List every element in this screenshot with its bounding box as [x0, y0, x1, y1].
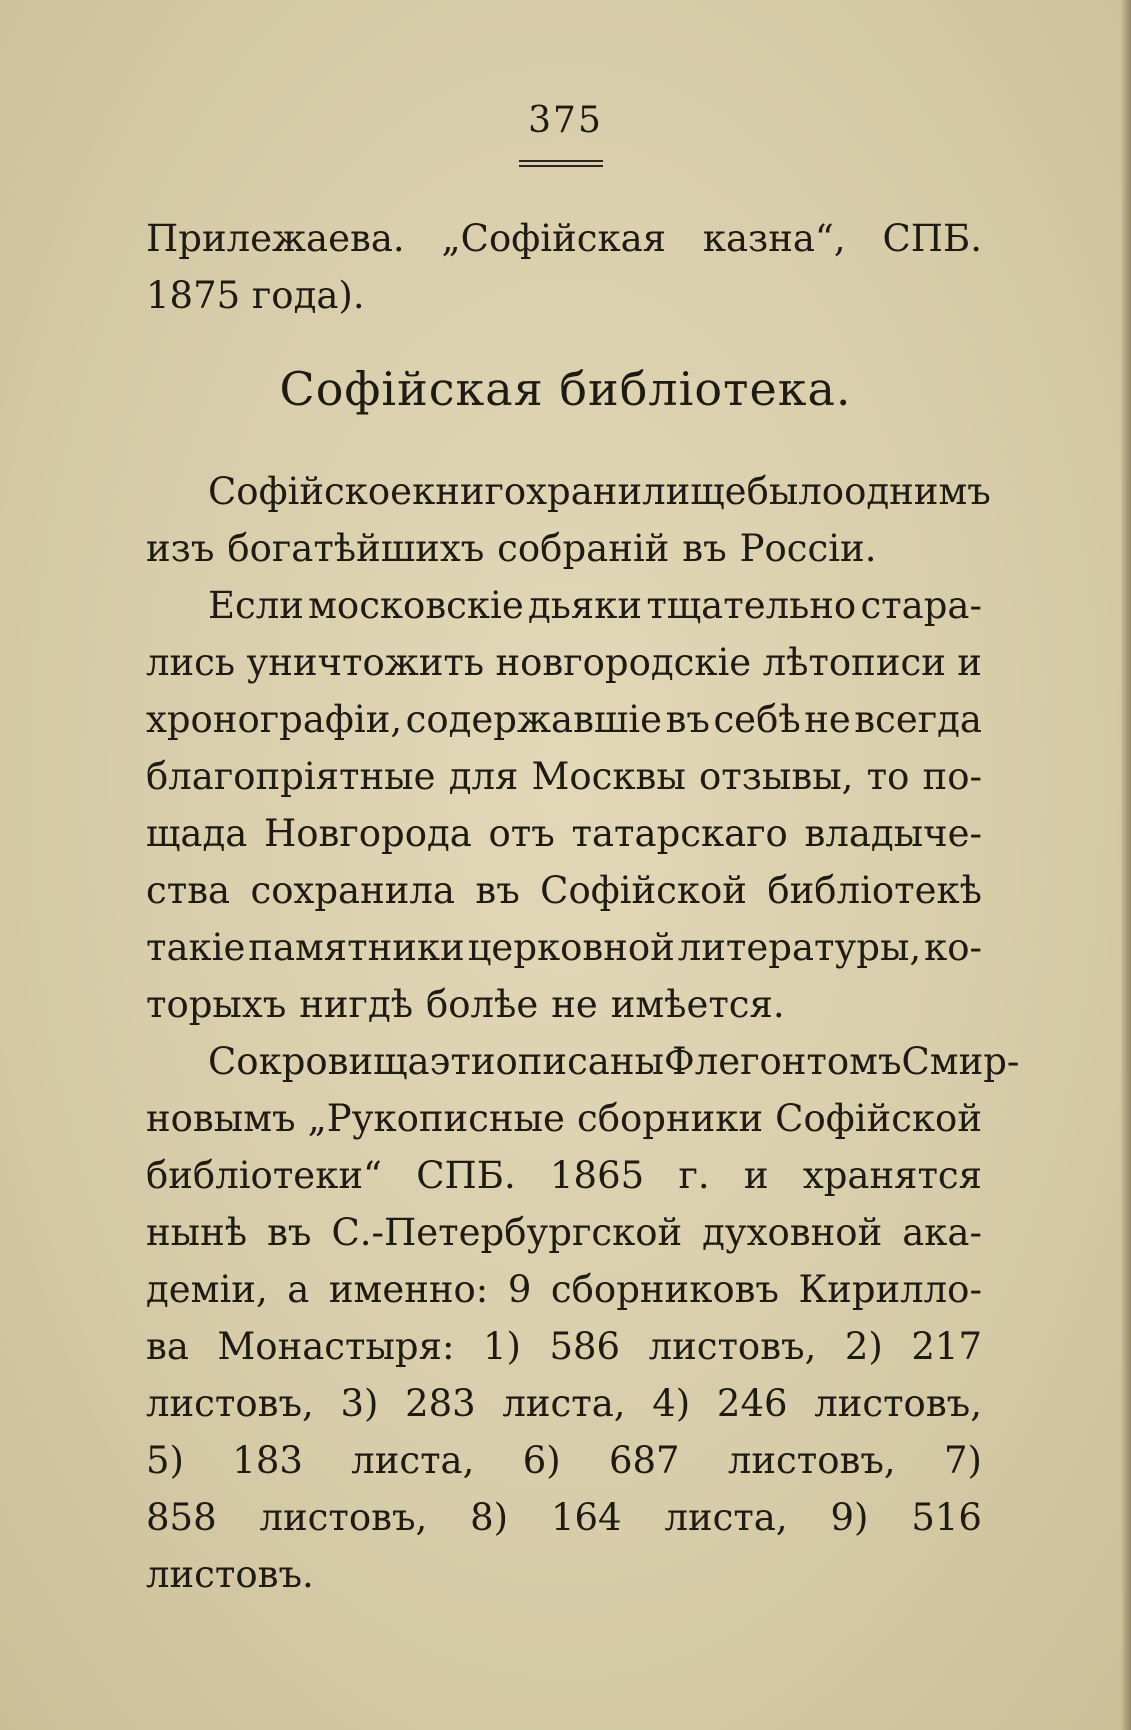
word: изъ	[146, 527, 215, 570]
text-line	[146, 1375, 982, 1432]
word: 1)	[482, 1325, 521, 1368]
word: щада	[146, 812, 248, 855]
word: было	[746, 470, 845, 513]
word: сборниковъ	[550, 1268, 779, 1311]
intro-paragraph	[146, 210, 982, 324]
word: въ	[475, 869, 520, 912]
word: 164	[550, 1496, 622, 1539]
word: г.	[678, 1154, 710, 1197]
word: новгородскіе	[495, 641, 752, 684]
word: и	[957, 641, 982, 684]
text-line	[146, 1204, 982, 1261]
word: 2)	[844, 1325, 883, 1368]
word: болѣе	[425, 983, 539, 1026]
word: однимъ	[844, 470, 991, 513]
word: тщательно	[646, 584, 857, 627]
word: СПБ.	[416, 1154, 516, 1197]
word: ва	[146, 1325, 189, 1368]
word: собраній	[497, 527, 670, 570]
word: Монастыря:	[217, 1325, 455, 1368]
word: Софійской	[775, 1097, 982, 1140]
text-line	[146, 976, 982, 1033]
section-title: Софійская библіотека.	[279, 362, 852, 416]
word: 586	[549, 1325, 621, 1368]
word: ства	[146, 869, 231, 912]
intro-line	[146, 210, 982, 267]
word: 6)	[522, 1439, 561, 1482]
word: 246	[716, 1382, 788, 1425]
word: 7)	[943, 1439, 982, 1482]
word: то	[866, 755, 910, 798]
word: С.-Петербургской	[331, 1211, 683, 1254]
word: ака-	[902, 1211, 982, 1254]
word: содержавшіе	[405, 698, 663, 741]
word: книгохранилище	[412, 470, 747, 513]
word: не	[551, 983, 598, 1026]
word: листовъ,	[648, 1325, 817, 1368]
text-line	[146, 1432, 982, 1489]
word: а	[287, 1268, 310, 1311]
word: сборники	[577, 1097, 764, 1140]
word: 183	[232, 1439, 303, 1482]
word: торыхъ	[146, 983, 287, 1026]
word: не	[804, 698, 851, 741]
word: лѣтописи	[762, 641, 946, 684]
word: казна“,	[702, 217, 846, 260]
word: листа,	[502, 1382, 626, 1425]
word: хранятся	[802, 1154, 982, 1197]
word: листа,	[664, 1496, 788, 1539]
word: такіе	[146, 926, 246, 969]
text-line	[146, 1090, 982, 1147]
word: новымъ	[146, 1097, 296, 1140]
word: Новгорода	[264, 812, 472, 855]
word: уничтожить	[246, 641, 485, 684]
word: 9)	[830, 1496, 869, 1539]
text-line	[146, 1318, 982, 1375]
word: 516	[911, 1496, 982, 1539]
word: литературы,	[677, 926, 922, 969]
word: 217	[911, 1325, 982, 1368]
word: владыче-	[804, 812, 982, 855]
word: СПБ.	[882, 217, 982, 260]
text-line	[146, 748, 982, 805]
text-line	[146, 805, 982, 862]
word: въ	[267, 1211, 312, 1254]
word: ко-	[924, 926, 982, 969]
word: листовъ,	[814, 1382, 982, 1425]
word: 687	[608, 1439, 680, 1482]
word: благопріятные	[146, 755, 436, 798]
word: Софійской	[540, 869, 747, 912]
word: Флегонтомъ	[663, 1040, 902, 1083]
word: именно:	[328, 1268, 489, 1311]
word: листовъ,	[727, 1439, 896, 1482]
word: 5)	[146, 1439, 184, 1482]
word: отъ	[488, 812, 555, 855]
word: въ	[682, 527, 727, 570]
word: описаны	[495, 1040, 664, 1083]
word: 1865	[550, 1154, 645, 1197]
word: „Софійская	[441, 217, 666, 260]
word: памятники	[248, 926, 465, 969]
word: нынѣ	[146, 1211, 248, 1254]
text-line	[146, 691, 982, 748]
word: Сокровища	[208, 1040, 430, 1083]
text-line	[146, 577, 982, 634]
word: 283	[405, 1382, 476, 1425]
word: листовъ,	[146, 1382, 314, 1425]
text-line	[146, 1261, 982, 1318]
word: и	[743, 1154, 769, 1197]
page-edge-shadow	[1121, 0, 1131, 1730]
word: эти	[429, 1040, 496, 1083]
text-line	[146, 634, 982, 691]
text-line	[146, 1489, 982, 1546]
text-line	[146, 919, 982, 976]
word: 858	[146, 1496, 217, 1539]
word: деміи,	[146, 1268, 268, 1311]
word: листа,	[351, 1439, 475, 1482]
word: стара-	[860, 584, 982, 627]
body-text	[146, 463, 1020, 1603]
word: дьяки	[528, 584, 643, 627]
text-line	[146, 463, 991, 520]
word: богатѣйшихъ	[227, 527, 485, 570]
word: библіотеки“	[146, 1154, 382, 1197]
word: библіотекѣ	[767, 869, 982, 912]
text-line	[146, 1033, 1020, 1090]
word: Софійское	[208, 470, 413, 513]
word: татарскаго	[571, 812, 788, 855]
word: сохранила	[250, 869, 455, 912]
word: лись	[146, 641, 236, 684]
word: по-	[922, 755, 982, 798]
page-number: 375	[528, 100, 603, 141]
page-number-rule	[519, 160, 603, 167]
word: 3)	[340, 1382, 379, 1425]
word: 1875 года).	[146, 274, 365, 317]
word: Москвы	[531, 755, 686, 798]
word: имѣется.	[610, 983, 785, 1026]
word: нигдѣ	[299, 983, 414, 1026]
word: московскіе	[308, 584, 524, 627]
text-line	[146, 520, 982, 577]
word: листовъ.	[146, 1553, 314, 1596]
text-line	[146, 862, 982, 919]
word: 8)	[470, 1496, 509, 1539]
word: „Рукописные	[307, 1097, 565, 1140]
word: духовной	[702, 1211, 883, 1254]
word: въ	[665, 698, 710, 741]
word: 4)	[652, 1382, 691, 1425]
word: отзывы,	[699, 755, 854, 798]
word: 9	[507, 1268, 532, 1311]
word: себѣ	[713, 698, 801, 741]
word: Прилежаева.	[146, 217, 405, 260]
word: листовъ,	[259, 1496, 428, 1539]
word: для	[448, 755, 519, 798]
word: хронографіи,	[146, 698, 403, 741]
word: всегда	[854, 698, 982, 741]
text-line	[146, 1147, 982, 1204]
word: Кирилло-	[798, 1268, 982, 1311]
word: Смир-	[901, 1040, 1020, 1083]
word: церковной	[467, 926, 675, 969]
word: Россіи.	[739, 527, 877, 570]
text-line	[146, 1546, 982, 1603]
intro-line	[146, 267, 982, 324]
word: Если	[208, 584, 304, 627]
